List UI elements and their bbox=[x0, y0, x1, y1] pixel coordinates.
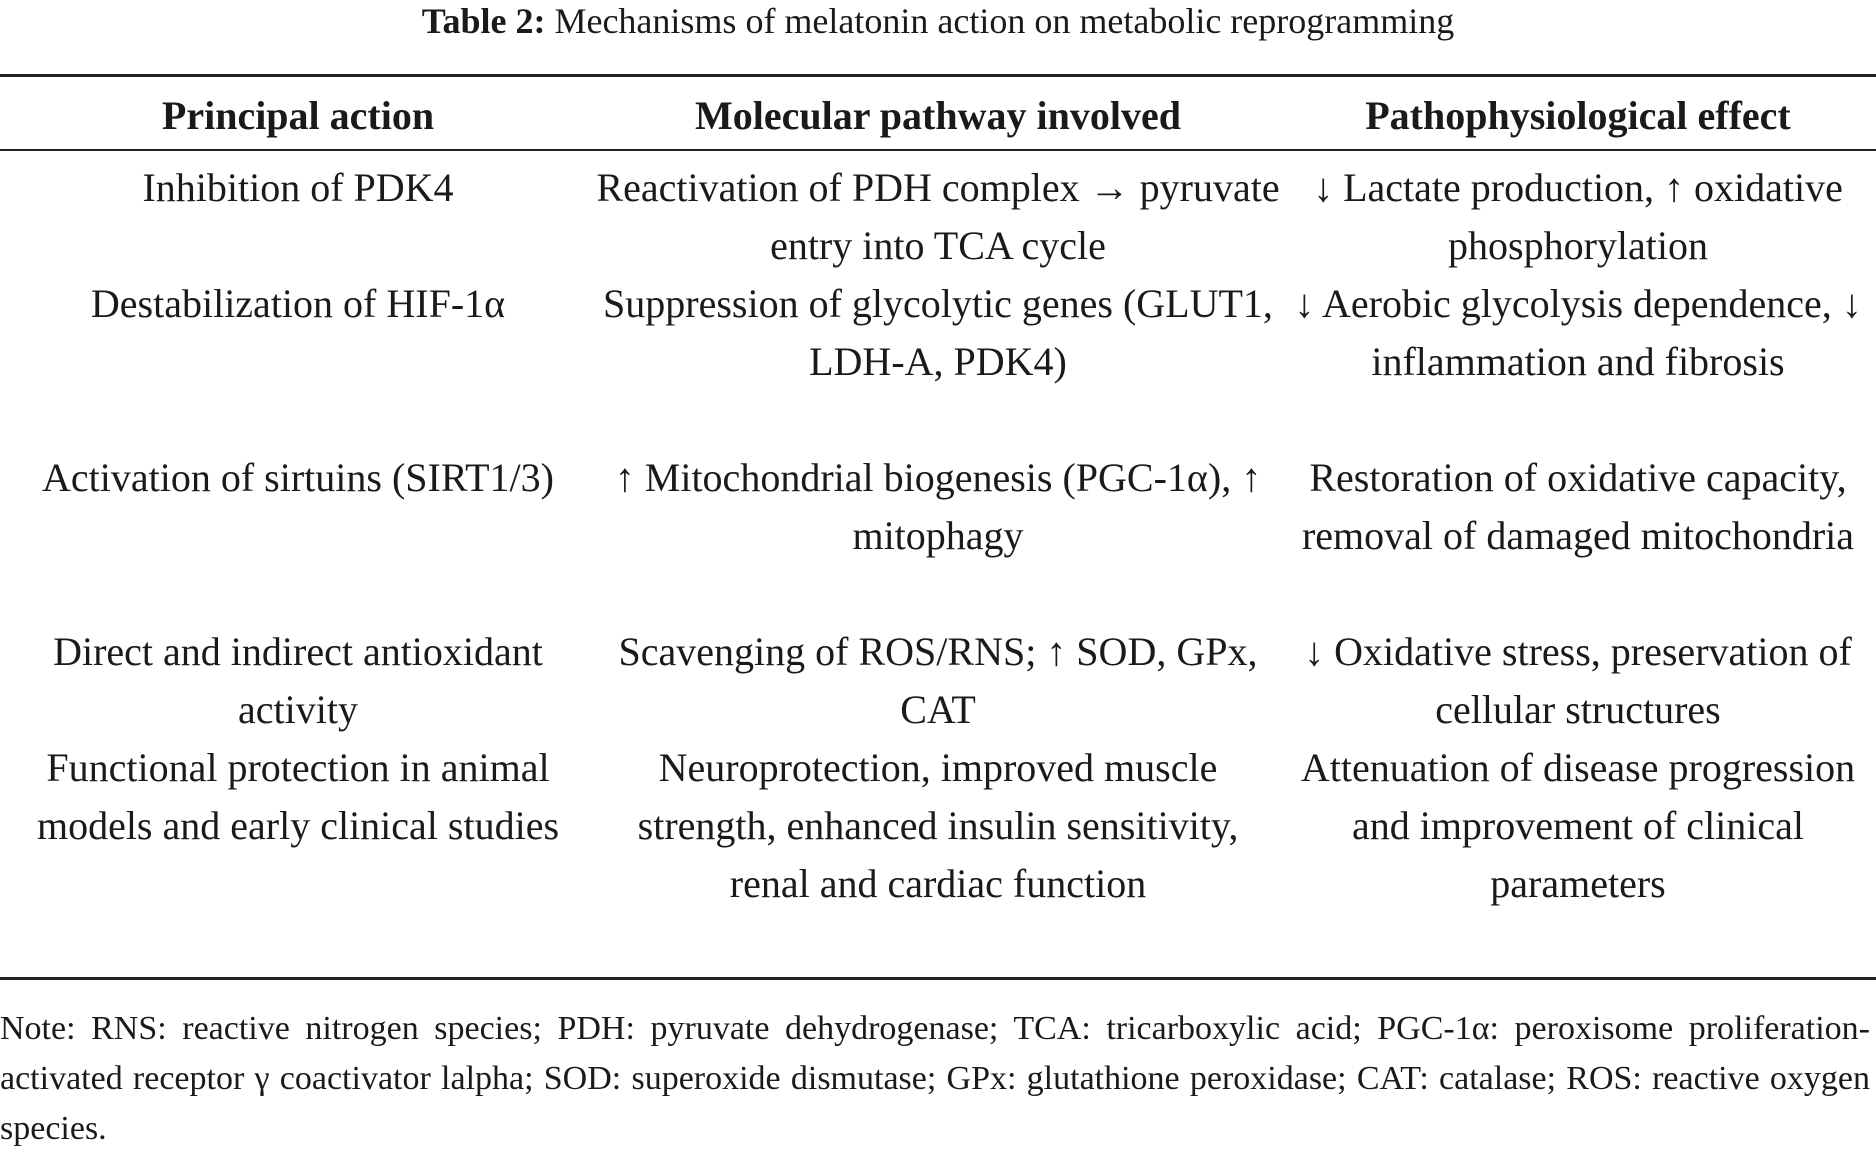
cell-pathophysiological-effect: ↓ Oxidative stress, preservation of cellular structures bbox=[1304, 629, 1852, 732]
header-principal-action: Principal action bbox=[161, 93, 435, 138]
cell-molecular-pathway: Reactivation of PDH complex → pyruvate entry into TCA cycle bbox=[596, 165, 1280, 268]
cell-molecular-pathway: Scavenging of ROS/RNS; ↑ SOD, GPx, CAT bbox=[618, 629, 1258, 732]
cell-pathophysiological-effect: ↓ Lactate production, ↑ oxidative phosphorylation bbox=[1313, 165, 1843, 268]
cell-principal-action: Activation of sirtuins (SIRT1/3) bbox=[42, 455, 554, 500]
cell-principal-action: Destabilization of HIF-1α bbox=[90, 281, 506, 326]
table-row bbox=[0, 159, 1876, 275]
table-row bbox=[0, 275, 1876, 449]
cell-pathophysiological-effect: ↓ Aerobic glycolysis dependence, ↓ inflammation and fibrosis bbox=[1294, 281, 1862, 384]
cell-molecular-pathway: Suppression of glycolytic genes (GLUT1, LDH-A, PDK4) bbox=[603, 281, 1273, 384]
table-row bbox=[0, 623, 1876, 739]
table-bottom-rule bbox=[0, 977, 1876, 980]
table-top-rule bbox=[0, 74, 1876, 77]
table-footnote: Note: RNS: reactive nitrogen species; PDH: pyruvate dehydrogenase; TCA: tricarboxylic acid; PGC-1α: peroxisome proliferation-activated receptor γ coactivator lalpha; SOD: superoxide dismutase; GPx: glutathione peroxidase; CAT: catalase; ROS: reactive oxygen species. bbox=[0, 1010, 1870, 1147]
table-row bbox=[0, 449, 1876, 623]
table-caption bbox=[0, 0, 1876, 46]
table-header-row bbox=[0, 86, 1876, 146]
header-molecular-pathway: Molecular pathway involved bbox=[695, 93, 1181, 138]
cell-molecular-pathway: Neuroprotection, improved muscle strength, enhanced insulin sensitivity, renal and cardiac function bbox=[637, 745, 1239, 906]
table-caption-label: Table 2: bbox=[421, 1, 546, 41]
cell-molecular-pathway: ↑ Mitochondrial biogenesis (PGC-1α), ↑ mitophagy bbox=[614, 455, 1262, 558]
cell-pathophysiological-effect: Attenuation of disease progression and improvement of clinical parameters bbox=[1300, 745, 1856, 906]
table-caption-text: Mechanisms of melatonin action on metabolic reprogramming bbox=[554, 1, 1455, 41]
cell-principal-action: Inhibition of PDK4 bbox=[142, 165, 454, 210]
table-row bbox=[0, 739, 1876, 971]
cell-principal-action: Direct and indirect antioxidant activity bbox=[53, 629, 543, 732]
table-header-rule bbox=[0, 149, 1876, 151]
header-pathophysiological-effect: Pathophysiological effect bbox=[1365, 93, 1791, 138]
cell-principal-action: Functional protection in animal models and early clinical studies bbox=[36, 745, 560, 848]
cell-pathophysiological-effect: Restoration of oxidative capacity, removal of damaged mitochondria bbox=[1301, 455, 1855, 558]
